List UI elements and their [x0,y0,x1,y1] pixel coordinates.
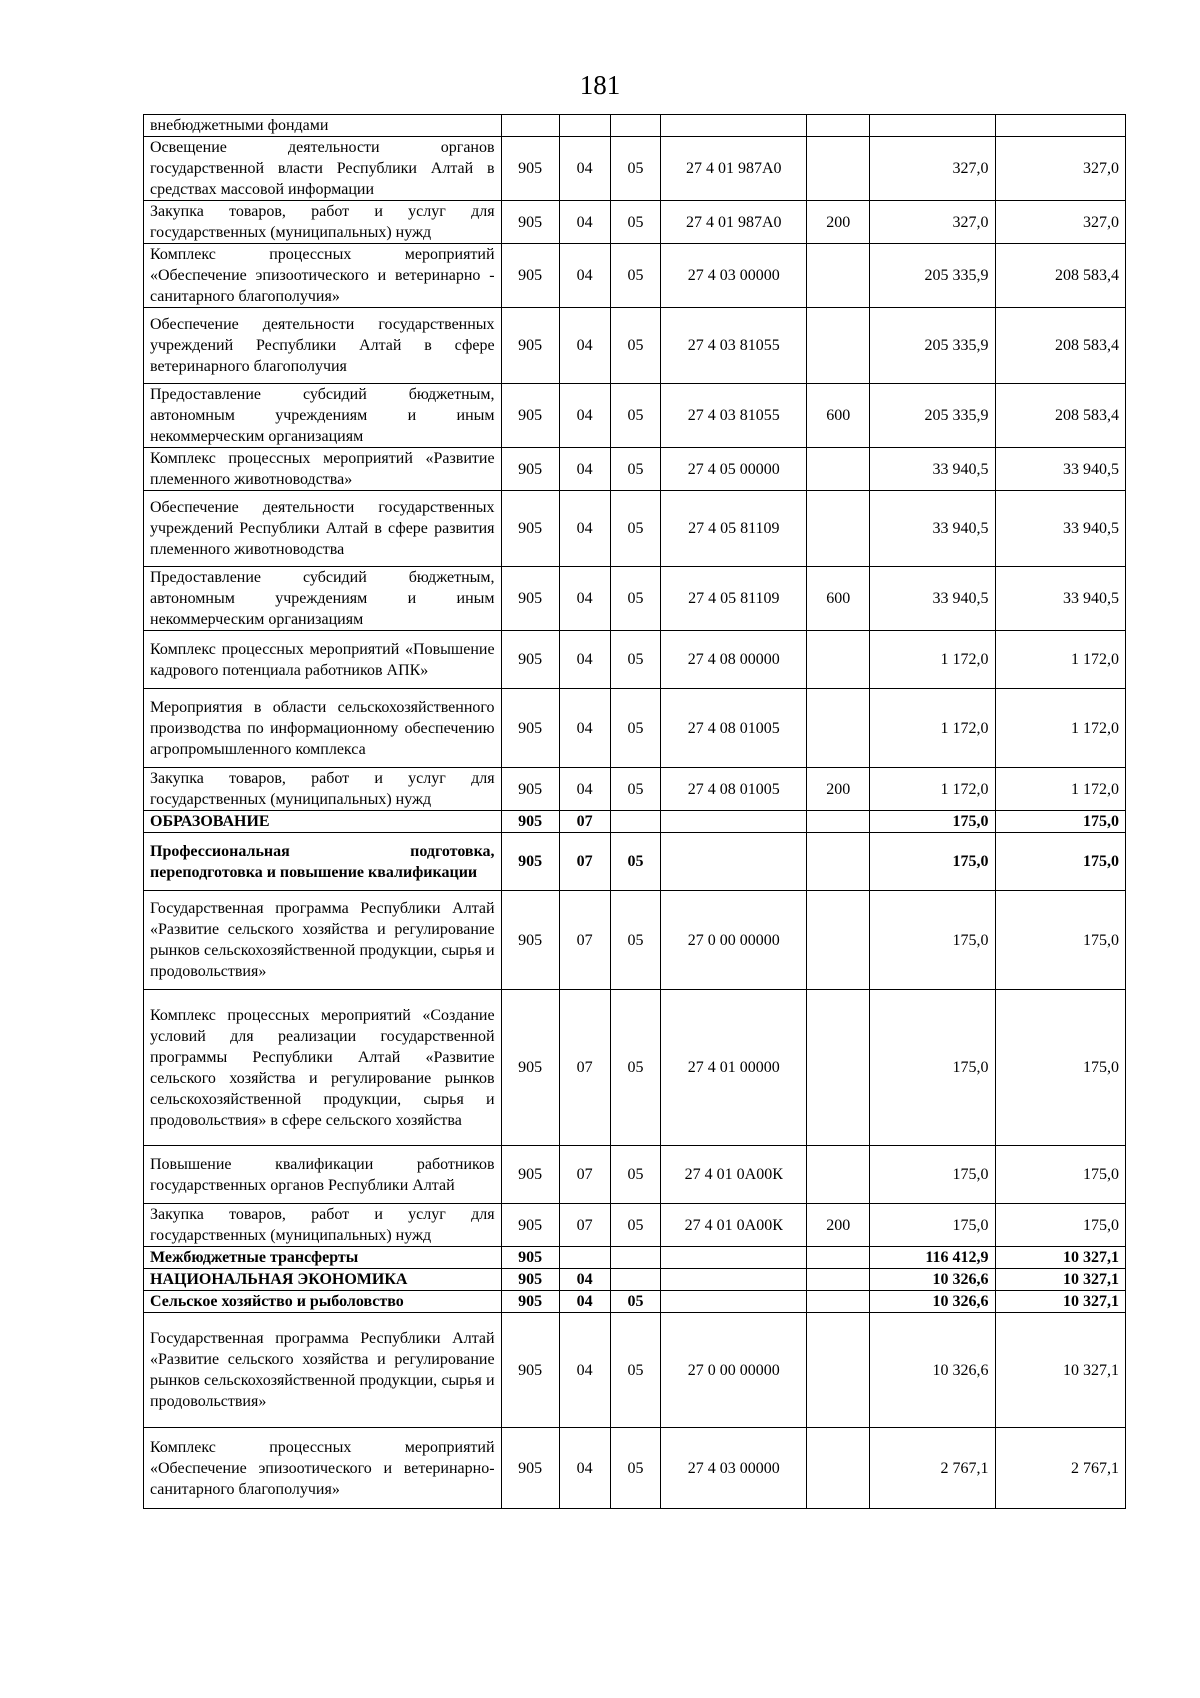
row-subsection-code: 05 [610,768,661,811]
row-sum-year-1: 175,0 [870,1204,995,1247]
row-sum-year-2: 175,0 [995,990,1125,1146]
table-row [144,1313,1126,1428]
table-row [144,811,1126,833]
row-subsection-code: 05 [610,201,661,244]
row-subsection-code [610,1269,661,1291]
row-section-code [559,115,610,137]
row-sum-year-1: 33 940,5 [870,491,995,567]
budget-table [143,114,1126,1509]
row-ministry-code: 905 [501,768,559,811]
row-sum-year-1: 10 326,6 [870,1291,995,1313]
row-name: Предоставление субсидий бюджетным, автономным учреждениям и иным некоммерческим организациям [144,384,502,448]
row-expense-type: 200 [807,768,870,811]
row-name: Государственная программа Республики Алтай «Развитие сельского хозяйства и регулирование рынков сельскохозяйственной продукции, сырья и продовольствия» [144,891,502,990]
row-subsection-code [610,811,661,833]
row-subsection-code: 05 [610,308,661,384]
row-sum-year-2: 327,0 [995,201,1125,244]
table-body [144,115,1126,1509]
row-ministry-code: 905 [501,491,559,567]
row-expense-type [807,308,870,384]
row-target-code: 27 4 01 0А00К [661,1146,807,1204]
row-sum-year-1: 10 326,6 [870,1313,995,1428]
table-row [144,308,1126,384]
row-name: Комплекс процессных мероприятий «Создание условий для реализации государственной программы Республики Алтай «Развитие сельского хозяйства и регулирование рынков сельскохозяйственной продукции, сырья и продовольствия» в сфере сельского хозяйства [144,990,502,1146]
row-target-code [661,1269,807,1291]
row-subsection-code: 05 [610,1428,661,1509]
row-expense-type [807,833,870,891]
row-sum-year-1: 175,0 [870,990,995,1146]
table-row [144,115,1126,137]
table-row [144,1269,1126,1291]
table-row [144,491,1126,567]
row-subsection-code: 05 [610,891,661,990]
row-target-code [661,811,807,833]
row-ministry-code: 905 [501,1291,559,1313]
row-sum-year-2: 208 583,4 [995,244,1125,308]
row-sum-year-1: 205 335,9 [870,308,995,384]
row-name: Закупка товаров, работ и услуг для государственных (муниципальных) нужд [144,201,502,244]
row-sum-year-1: 10 326,6 [870,1269,995,1291]
row-sum-year-1: 2 767,1 [870,1428,995,1509]
row-subsection-code: 05 [610,1146,661,1204]
row-target-code: 27 4 08 01005 [661,689,807,768]
row-subsection-code: 05 [610,244,661,308]
row-ministry-code: 905 [501,308,559,384]
row-section-code: 04 [559,244,610,308]
row-section-code: 04 [559,768,610,811]
row-expense-type [807,631,870,689]
row-expense-type [807,891,870,990]
row-expense-type: 600 [807,567,870,631]
row-target-code: 27 4 03 00000 [661,244,807,308]
row-ministry-code: 905 [501,990,559,1146]
table-row [144,631,1126,689]
row-subsection-code: 05 [610,631,661,689]
row-sum-year-2: 175,0 [995,1204,1125,1247]
row-sum-year-2: 33 940,5 [995,567,1125,631]
row-sum-year-1: 205 335,9 [870,244,995,308]
row-target-code: 27 4 08 01005 [661,768,807,811]
table-row [144,567,1126,631]
table-row [144,1247,1126,1269]
row-sum-year-2: 175,0 [995,833,1125,891]
row-subsection-code [610,115,661,137]
row-expense-type: 200 [807,201,870,244]
row-name: Закупка товаров, работ и услуг для государственных (муниципальных) нужд [144,1204,502,1247]
row-expense-type [807,491,870,567]
table-row [144,137,1126,201]
row-expense-type [807,137,870,201]
table-row [144,1428,1126,1509]
row-expense-type [807,115,870,137]
row-sum-year-1: 33 940,5 [870,567,995,631]
row-section-code [559,1247,610,1269]
row-sum-year-2: 1 172,0 [995,768,1125,811]
row-ministry-code: 905 [501,1146,559,1204]
row-name: Мероприятия в области сельскохозяйственного производства по информационному обеспечению агропромышленного комплекса [144,689,502,768]
row-sum-year-2: 10 327,1 [995,1269,1125,1291]
row-section-code: 04 [559,137,610,201]
row-sum-year-1: 175,0 [870,1146,995,1204]
row-target-code: 27 4 03 00000 [661,1428,807,1509]
row-sum-year-1: 327,0 [870,137,995,201]
table-row [144,201,1126,244]
row-subsection-code: 05 [610,448,661,491]
row-ministry-code: 905 [501,137,559,201]
row-name: Комплекс процессных мероприятий «Обеспечение эпизоотического и ветеринарно- санитарного благополучия» [144,1428,502,1509]
table-row [144,244,1126,308]
row-section-code: 07 [559,1204,610,1247]
table-row [144,768,1126,811]
row-sum-year-2: 208 583,4 [995,308,1125,384]
row-name: Закупка товаров, работ и услуг для государственных (муниципальных) нужд [144,768,502,811]
row-ministry-code: 905 [501,448,559,491]
row-sum-year-2: 33 940,5 [995,448,1125,491]
row-section-code: 04 [559,1428,610,1509]
row-target-code: 27 4 01 987А0 [661,201,807,244]
row-expense-type [807,1247,870,1269]
row-ministry-code: 905 [501,1269,559,1291]
row-section-code: 07 [559,811,610,833]
row-sum-year-2: 10 327,1 [995,1247,1125,1269]
table-row [144,990,1126,1146]
row-ministry-code: 905 [501,631,559,689]
row-sum-year-1: 175,0 [870,833,995,891]
row-name: Государственная программа Республики Алтай «Развитие сельского хозяйства и регулирование рынков сельскохозяйственной продукции, сырья и продовольствия» [144,1313,502,1428]
row-subsection-code: 05 [610,1313,661,1428]
row-target-code: 27 4 05 81109 [661,567,807,631]
row-ministry-code: 905 [501,891,559,990]
row-expense-type [807,1291,870,1313]
row-subsection-code: 05 [610,833,661,891]
row-name: Повышение квалификации работников государственных органов Республики Алтай [144,1146,502,1204]
row-section-code: 07 [559,990,610,1146]
row-name: Профессиональная подготовка, переподготовка и повышение квалификации [144,833,502,891]
row-ministry-code: 905 [501,833,559,891]
row-sum-year-2: 175,0 [995,811,1125,833]
row-target-code: 27 0 00 00000 [661,891,807,990]
row-sum-year-2: 2 767,1 [995,1428,1125,1509]
row-ministry-code [501,115,559,137]
row-subsection-code: 05 [610,137,661,201]
row-subsection-code: 05 [610,1204,661,1247]
row-name: Комплекс процессных мероприятий «Развитие племенного животноводства» [144,448,502,491]
row-name: НАЦИОНАЛЬНАЯ ЭКОНОМИКА [144,1269,502,1291]
row-subsection-code [610,1247,661,1269]
row-sum-year-1: 205 335,9 [870,384,995,448]
row-target-code: 27 4 01 0А00К [661,1204,807,1247]
row-sum-year-1: 33 940,5 [870,448,995,491]
row-target-code: 27 4 03 81055 [661,308,807,384]
row-target-code [661,115,807,137]
row-section-code: 04 [559,567,610,631]
row-subsection-code: 05 [610,689,661,768]
row-ministry-code: 905 [501,201,559,244]
row-expense-type [807,990,870,1146]
row-ministry-code: 905 [501,1204,559,1247]
row-sum-year-1: 1 172,0 [870,768,995,811]
row-target-code: 27 4 01 987А0 [661,137,807,201]
row-section-code: 04 [559,308,610,384]
row-ministry-code: 905 [501,244,559,308]
row-expense-type [807,689,870,768]
row-target-code: 27 4 05 00000 [661,448,807,491]
row-name: ОБРАЗОВАНИЕ [144,811,502,833]
row-sum-year-2: 10 327,1 [995,1291,1125,1313]
row-target-code: 27 0 00 00000 [661,1313,807,1428]
row-target-code [661,833,807,891]
row-sum-year-2: 10 327,1 [995,1313,1125,1428]
row-sum-year-1: 1 172,0 [870,689,995,768]
row-sum-year-2: 33 940,5 [995,491,1125,567]
row-ministry-code: 905 [501,689,559,768]
row-ministry-code: 905 [501,567,559,631]
row-section-code: 07 [559,891,610,990]
row-target-code [661,1291,807,1313]
row-sum-year-1: 1 172,0 [870,631,995,689]
row-expense-type [807,1428,870,1509]
row-section-code: 04 [559,1291,610,1313]
row-expense-type [807,448,870,491]
row-sum-year-2: 208 583,4 [995,384,1125,448]
row-subsection-code: 05 [610,491,661,567]
table-row [144,1146,1126,1204]
row-expense-type [807,244,870,308]
row-expense-type [807,811,870,833]
row-section-code: 04 [559,384,610,448]
row-target-code: 27 4 03 81055 [661,384,807,448]
row-name: Комплекс процессных мероприятий «Повышение кадрового потенциала работников АПК» [144,631,502,689]
row-sum-year-1: 175,0 [870,891,995,990]
table-row [144,689,1126,768]
row-sum-year-2: 1 172,0 [995,689,1125,768]
row-ministry-code: 905 [501,1313,559,1428]
row-subsection-code: 05 [610,384,661,448]
row-name: внебюджетными фондами [144,115,502,137]
page-number: 181 [579,70,621,100]
row-target-code: 27 4 08 00000 [661,631,807,689]
row-sum-year-2: 1 172,0 [995,631,1125,689]
row-section-code: 04 [559,631,610,689]
row-name: Сельское хозяйство и рыболовство [144,1291,502,1313]
table-row [144,1291,1126,1313]
table-row [144,448,1126,491]
row-ministry-code: 905 [501,811,559,833]
row-target-code: 27 4 01 00000 [661,990,807,1146]
table-row [144,891,1126,990]
row-section-code: 07 [559,1146,610,1204]
row-name: Обеспечение деятельности государственных учреждений Республики Алтай в сфере ветеринарного благополучия [144,308,502,384]
row-section-code: 04 [559,201,610,244]
row-sum-year-1: 175,0 [870,811,995,833]
row-section-code: 04 [559,1313,610,1428]
row-section-code: 07 [559,833,610,891]
row-sum-year-1 [870,115,995,137]
row-target-code [661,1247,807,1269]
table-row [144,384,1126,448]
row-expense-type [807,1313,870,1428]
table-row [144,1204,1126,1247]
row-section-code: 04 [559,689,610,768]
row-expense-type [807,1269,870,1291]
row-ministry-code: 905 [501,1247,559,1269]
row-sum-year-1: 116 412,9 [870,1247,995,1269]
row-section-code: 04 [559,1269,610,1291]
row-name: Освещение деятельности органов государственной власти Республики Алтай в средствах массовой информации [144,137,502,201]
table-row [144,833,1126,891]
row-section-code: 04 [559,491,610,567]
row-target-code: 27 4 05 81109 [661,491,807,567]
row-sum-year-1: 327,0 [870,201,995,244]
row-name: Предоставление субсидий бюджетным, автономным учреждениям и иным некоммерческим организациям [144,567,502,631]
row-ministry-code: 905 [501,1428,559,1509]
row-sum-year-2: 327,0 [995,137,1125,201]
row-subsection-code: 05 [610,567,661,631]
row-section-code: 04 [559,448,610,491]
row-subsection-code: 05 [610,990,661,1146]
row-name: Обеспечение деятельности государственных учреждений Республики Алтай в сфере развития племенного животноводства [144,491,502,567]
row-ministry-code: 905 [501,384,559,448]
row-expense-type: 600 [807,384,870,448]
row-sum-year-2 [995,115,1125,137]
row-expense-type [807,1146,870,1204]
row-sum-year-2: 175,0 [995,1146,1125,1204]
row-name: Комплекс процессных мероприятий «Обеспечение эпизоотического и ветеринарно - санитарного благополучия» [144,244,502,308]
row-expense-type: 200 [807,1204,870,1247]
row-sum-year-2: 175,0 [995,891,1125,990]
row-subsection-code: 05 [610,1291,661,1313]
row-name: Межбюджетные трансферты [144,1247,502,1269]
